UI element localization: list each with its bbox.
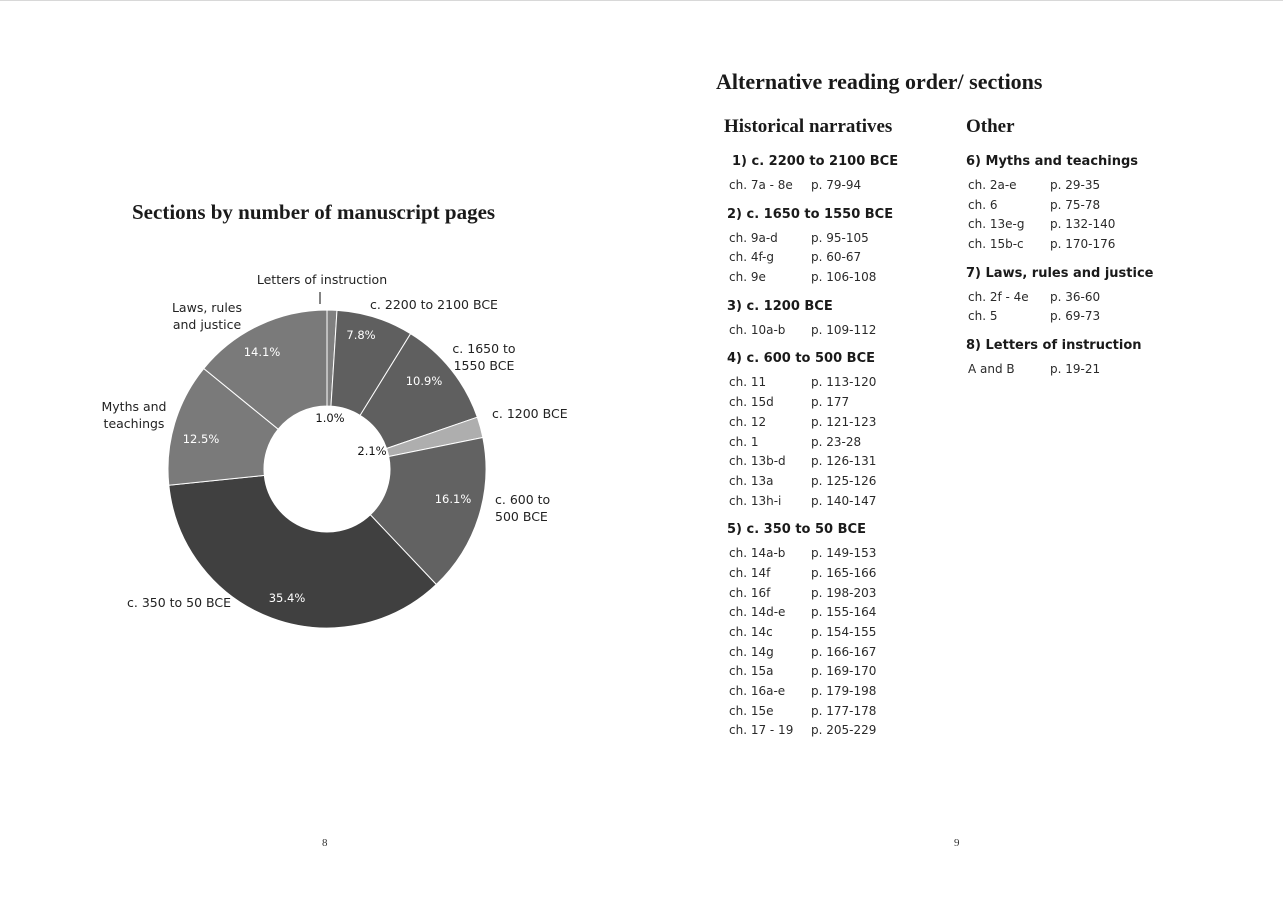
page-range: p. 113-120 [811,375,877,390]
category-label-laws-rules-and-justice: Laws, rules and justice [171,300,243,332]
chapter-ref: ch. 9a-d [729,230,778,245]
chapter-ref: ch. 11 [729,375,767,390]
page-range: p. 60-67 [811,250,862,265]
chapter-ref: ch. 4f-g [729,250,774,265]
reading-section [727,351,927,511]
category-label-myths-and-teachings: Myths and teachings [101,399,167,431]
chapter-ref: ch. 13h-i [729,493,782,508]
page-range: p. 132-140 [1050,217,1116,232]
section-title: 5) c. 350 to 50 BCE [727,522,866,538]
chapter-row [727,393,927,413]
page-number-right: 9 [954,837,960,849]
page-range: p. 205-229 [811,723,877,738]
section-title: 3) c. 1200 BCE [727,298,833,314]
chapter-ref: ch. 1 [729,434,759,449]
percent-label-laws-rules-and-justice: 14.1% [243,345,281,359]
chapter-ref: ch. 10a-b [729,322,786,337]
chapter-ref: ch. 15e [729,703,774,718]
chapter-ref: ch. 14f [729,565,771,580]
chapter-row [727,321,927,341]
chapter-row [727,248,927,268]
chapter-ref: ch. 14a-b [729,546,786,561]
page-range: p. 95-105 [811,230,869,245]
chapter-ref: ch. 16f [729,585,771,600]
page-range: p. 177 [811,395,850,410]
chapter-ref: ch. 5 [968,309,998,324]
other-heading: Other [966,116,1015,137]
reading-section [727,299,927,341]
section-title: 8) Letters of instruction [966,338,1142,354]
page-range: p. 121-123 [811,414,877,429]
donut-chart [90,262,590,642]
left-page [0,0,641,913]
chapter-row [727,682,927,702]
chapter-ref: ch. 13b-d [729,454,786,469]
chapter-ref: ch. 13e-g [968,217,1025,232]
page-range: p. 155-164 [811,605,877,620]
chapter-row [727,433,927,453]
chapter-ref: ch. 14g [729,644,774,659]
percent-label-c-1200-bce: 2.1% [357,444,387,458]
page-range: p. 29-35 [1050,178,1101,192]
chapter-ref: ch. 14d-e [729,605,786,620]
chapter-ref: ch. 2a-e [968,178,1017,192]
category-label-c-600-to-500-bce: c. 600 to 500 BCE [495,492,551,524]
chapter-ref: A and B [968,362,1015,377]
reading-section [727,207,927,288]
category-label-c-350-to-50-bce: c. 350 to 50 BCE [127,595,232,610]
chart-title: Sections by number of manuscript pages [132,200,496,224]
page-range: p. 23-28 [811,434,862,449]
chapter-row [966,196,1186,216]
page-range: p. 165-166 [811,565,877,580]
chapter-row [727,662,927,682]
chapter-row [966,235,1186,255]
historical-column [727,154,927,752]
chapter-row [966,307,1186,327]
chapter-row [727,544,927,564]
reading-section [727,522,927,741]
chapter-row [727,623,927,643]
section-title: 6) Myths and teachings [966,154,1139,169]
page-range: p. 140-147 [811,493,877,508]
chapter-row [727,564,927,584]
chapter-row [727,603,927,623]
section-title: 2) c. 1650 to 1550 BCE [727,206,894,222]
page-range: p. 179-198 [811,684,877,699]
page-range: p. 109-112 [811,322,877,337]
percent-label-myths-and-teachings: 12.5% [182,432,220,446]
page-number-left: 8 [322,837,328,849]
category-label-c-1200-bce: c. 1200 BCE [492,406,568,421]
chapter-ref: ch. 14c [729,625,773,639]
chapter-ref: ch. 15d [729,395,774,410]
percent-label-c-350-to-50-bce: 35.4% [268,591,306,605]
chapter-row [966,176,1186,196]
chapter-ref: ch. 16a-e [729,684,786,699]
page-range: p. 166-167 [811,644,877,659]
page-range: p. 69-73 [1050,309,1101,324]
page-range: p. 198-203 [811,585,877,600]
page-range: p. 154-155 [811,625,877,639]
chapter-row [727,721,927,741]
page-range: p. 126-131 [811,454,877,469]
chapter-ref: ch. 15a [729,664,774,679]
chapter-ref: ch. 2f - 4e [968,289,1029,304]
page-range: p. 79-94 [811,178,862,192]
category-label-c-1650-to-1550-bce: c. 1650 to 1550 BCE [452,341,516,373]
donut-slices [168,310,486,628]
reading-section [966,266,1186,327]
chapter-row [966,288,1186,308]
page-range: p. 19-21 [1050,362,1101,377]
page-range: p. 170-176 [1050,237,1116,252]
chapter-ref: ch. 12 [729,414,767,429]
chapter-row [727,268,927,288]
chapter-ref: ch. 17 - 19 [729,723,794,738]
chapter-row [727,643,927,663]
chapter-row [727,176,927,196]
page-range: p. 149-153 [811,546,877,561]
page-range: p. 125-126 [811,473,877,488]
section-title: 1) c. 2200 to 2100 BCE [732,154,899,169]
chapter-row [727,373,927,393]
page-range: p. 169-170 [811,664,877,679]
chapter-row [727,702,927,722]
section-title: 4) c. 600 to 500 BCE [727,351,876,367]
category-label-c-2200-to-2100-bce: c. 2200 to 2100 BCE [370,297,498,312]
chapter-ref: ch. 13a [729,473,774,488]
chapter-row [727,472,927,492]
category-label-letters-of-instruction: Letters of instruction [256,272,388,287]
section-title: 7) Laws, rules and justice [966,265,1154,281]
chapter-row [727,452,927,472]
percent-label-c-2200-to-2100-bce: 7.8% [346,328,376,342]
page-title: Alternative reading order/ sections [716,69,1043,94]
chapter-row [966,215,1186,235]
historical-heading: Historical narratives [724,116,893,137]
chapter-row [727,492,927,512]
reading-section [727,154,927,196]
reading-section [966,154,1186,255]
percent-label-c-1650-to-1550-bce: 10.9% [405,374,443,388]
percent-label-letters-of-instruction: 1.0% [315,411,345,425]
chapter-ref: ch. 15b-c [968,237,1024,252]
chapter-ref: ch. 6 [968,197,998,212]
page-range: p. 36-60 [1050,289,1101,304]
page-range: p. 177-178 [811,703,877,718]
percent-label-c-600-to-500-bce: 16.1% [434,492,472,506]
chapter-row [727,413,927,433]
chapter-ref: ch. 9e [729,270,766,285]
chapter-row [727,229,927,249]
other-column [966,154,1186,391]
chapter-row [727,584,927,604]
page-range: p. 75-78 [1050,197,1101,212]
right-page [641,0,1283,913]
reading-section [966,338,1186,380]
chapter-ref: ch. 7a - 8e [729,178,793,192]
chapter-row [966,360,1186,380]
page-range: p. 106-108 [811,270,877,285]
